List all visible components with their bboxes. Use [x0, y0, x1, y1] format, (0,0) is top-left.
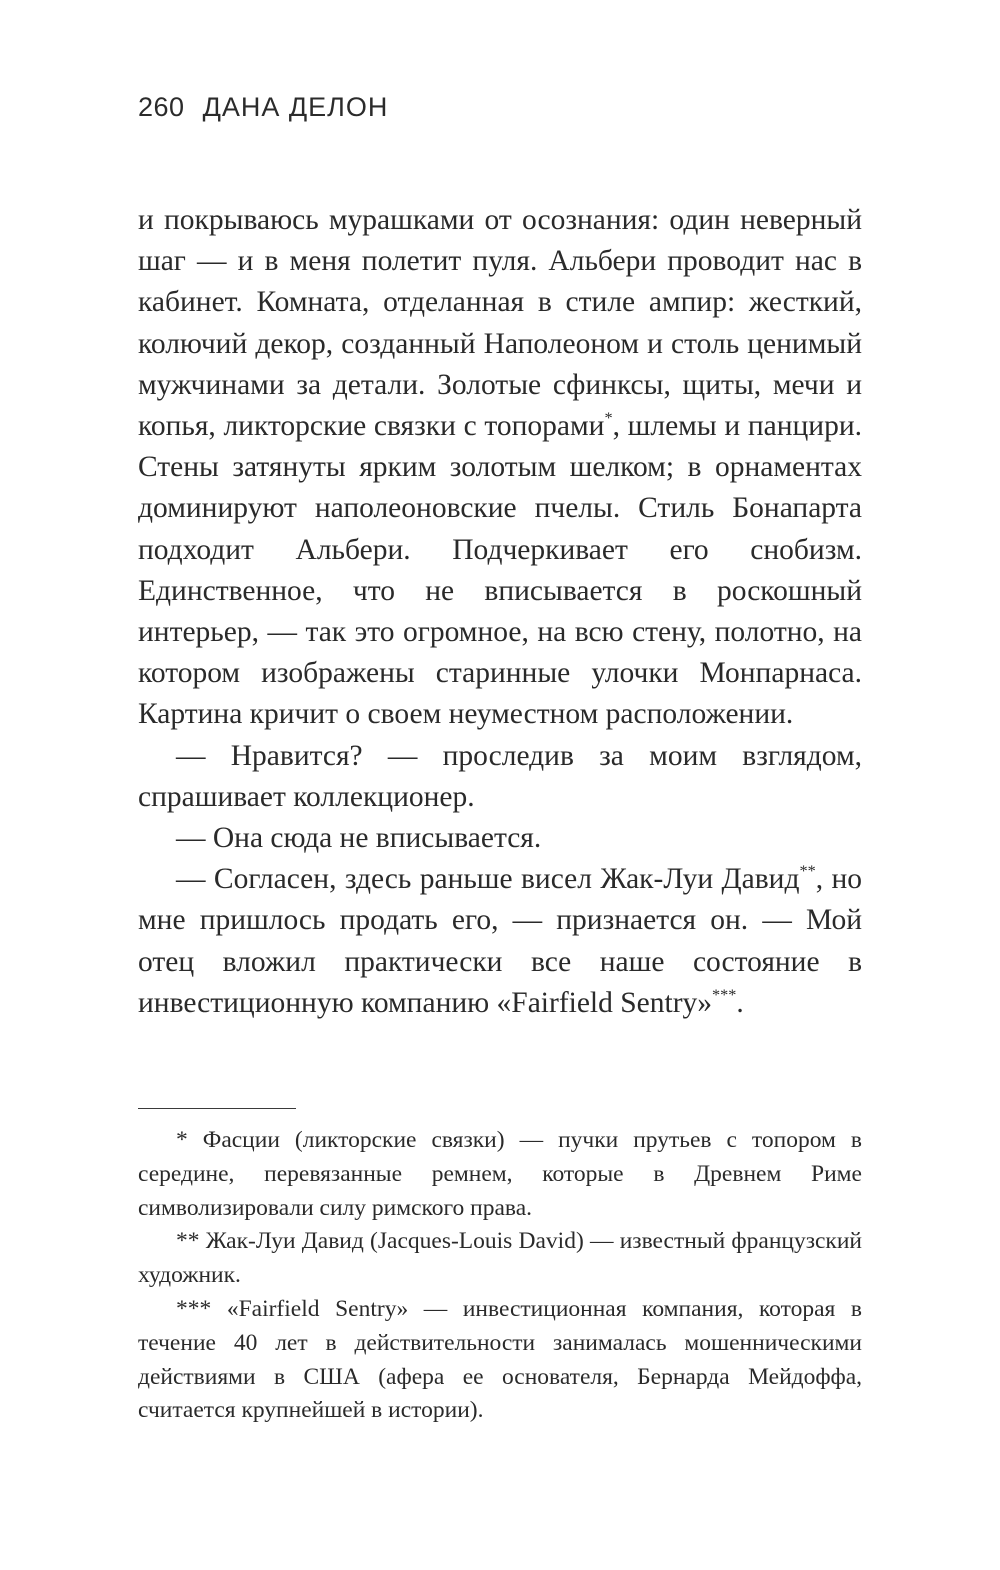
paragraph-4 [138, 859, 862, 1024]
paragraph-1 [138, 200, 862, 736]
paragraph-3: — Она сюда не вписывается. [176, 822, 542, 855]
footnote-1: * Фасции (ликторские связки) — пучки прутьев с топором в середине, перевязанные ремнем, которые в Древнем Риме символизировали силу римского права. [138, 1127, 862, 1221]
footnote-ref-1: * [604, 408, 613, 427]
running-head [138, 92, 388, 123]
footnote-ref-3: *** [712, 985, 737, 1004]
author-name: ДАНА ДЕЛОН [202, 92, 389, 122]
paragraph-1-rest: , шлемы и панцири. Стены затянуты ярким золотым шелком; в орнаментах доминируют наполеоновские пчелы. Стиль Бонапарта подходит Альбери. Подчеркивает его снобизм. Единственное, что не вписывается в роскошный интерьер, — так это огромное, на всю стену, полотно, на котором изображены старинные улочки Монпарнаса. Картина кричит о своем неуместном расположении. [138, 410, 862, 731]
paragraph-4-continued: , но мне пришлось продать его, — признается он. — Мой отец вложил практически все наше состояние в инвестиционную компанию «Fairfield Sentry» [138, 863, 862, 1019]
footnote-2: ** Жак-Луи Давид (Jacques-Louis David) — известный французский художник. [138, 1228, 862, 1289]
paragraph-1-text: и покрываюсь мурашками от осознания: один неверный шаг — и в меня полетит пуля. Альбери проводит нас в кабинет. Комната, отделанная в стиле ампир: жесткий, колючий декор, созданный Наполеоном и столь ценимый мужчинами за детали. Золотые сфинксы, щиты, мечи и копья, ликторские связки с топорами [138, 204, 862, 443]
footnote-divider [138, 1108, 296, 1109]
footnotes [138, 1124, 862, 1428]
paragraph-4-text: — Согласен, здесь раньше висел Жак-Луи Давид [176, 863, 800, 896]
paragraph-2: — Нравится? — проследив за моим взглядом, спрашивает коллекционер. [138, 739, 862, 813]
footnote-ref-2: ** [799, 862, 816, 881]
page-number: 260 [138, 92, 185, 122]
paragraph-4-end: . [736, 986, 744, 1019]
main-text [138, 200, 862, 1024]
footnote-3: *** «Fairfield Sentry» — инвестиционная компания, которая в течение 40 лет в действительности занималась мошенническими действиями в США (афера ее основателя, Бернарда Мейдоффа, считается крупнейшей в истории). [138, 1295, 862, 1424]
